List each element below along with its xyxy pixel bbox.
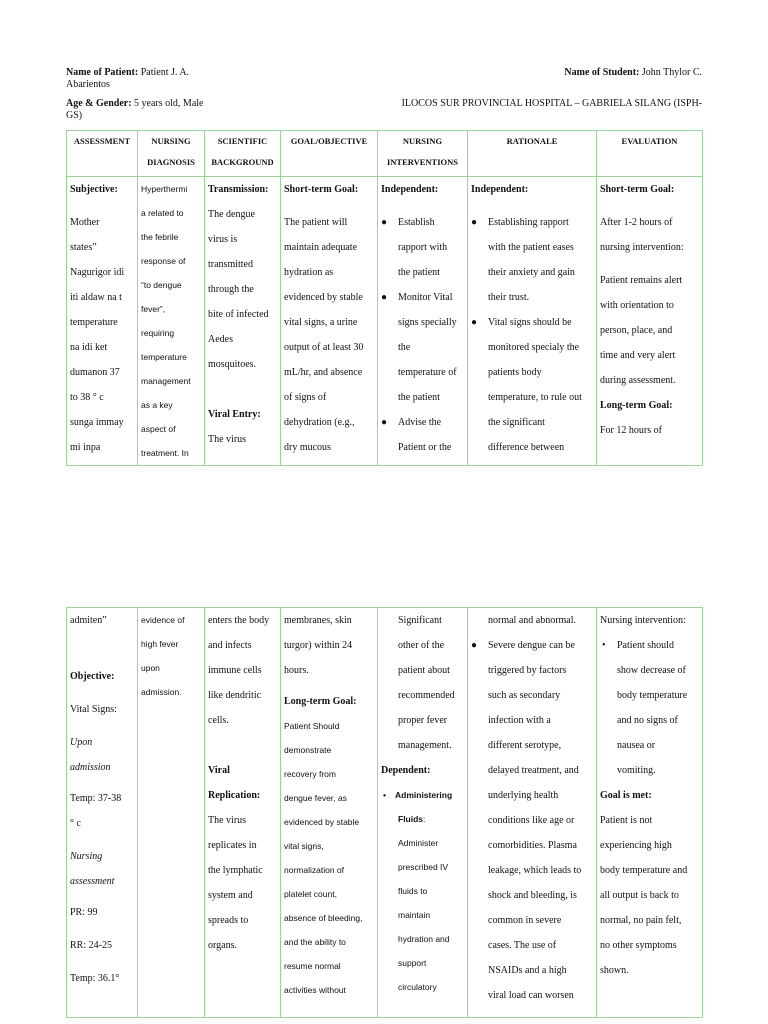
text-line: enters the body: [208, 615, 270, 626]
text-line: mi inpa: [70, 442, 101, 453]
text-line: aspect of: [141, 424, 176, 434]
text-line: patient about: [398, 665, 450, 676]
text-line: nursing intervention:: [600, 242, 684, 253]
text-line: Patient Should: [284, 721, 340, 731]
text-line: of signs of: [284, 392, 327, 403]
text-line: SCIENTIFIC: [217, 136, 268, 146]
goal-cell: [281, 608, 378, 1018]
hospital-name-cont: GS): [66, 110, 83, 121]
text-line: Patient or the: [398, 442, 452, 453]
text-line: PR: 99: [70, 907, 98, 918]
text-line: dehydration (e.g.,: [284, 417, 355, 428]
text-line: patients body: [488, 367, 542, 378]
text-line: difference between: [488, 442, 565, 453]
text-line: cells.: [208, 715, 229, 726]
text-line: Temp: 36.1°: [70, 973, 120, 984]
text-line: admission.: [141, 687, 182, 697]
text-line: evidenced by stable: [284, 817, 360, 827]
text-line: Administer: [398, 838, 439, 848]
text-line: leakage, which leads to: [488, 865, 582, 876]
text-line: time and very alert: [600, 350, 676, 361]
text-line: assessment: [70, 876, 115, 887]
background-cell: [205, 177, 281, 466]
text-line: conditions like age or: [488, 815, 575, 826]
text-line: temperature: [141, 352, 187, 362]
text-line: bite of infected: [208, 309, 269, 320]
text-line: underlying health: [488, 790, 559, 801]
text-line: admiten”: [70, 615, 107, 626]
text-line: hydration as: [284, 267, 334, 278]
text-line: RR: 24-25: [70, 940, 112, 951]
text-line: GOAL/OBJECTIVE: [290, 136, 368, 146]
text-line: circulatory: [398, 982, 437, 992]
text-line: After 1-2 hours of: [600, 217, 673, 228]
interventions-cell: [378, 177, 468, 466]
text-line: during assessment.: [600, 375, 676, 386]
text-line: resume normal: [284, 961, 341, 971]
text-line: upon: [141, 663, 160, 673]
text-line: common in severe: [488, 915, 562, 926]
text-line: temperature, to rule out: [488, 392, 582, 403]
col-goal-objective: [281, 131, 378, 177]
rationale-item: ● Vital signs should be: [471, 310, 593, 335]
text-line: the significant: [488, 417, 545, 428]
age-gender-value: 5 years old, Male: [134, 98, 204, 109]
text-line: The dengue: [208, 209, 255, 220]
text-line: Patient remains alert: [600, 275, 683, 286]
text-line: EVALUATION: [621, 136, 678, 146]
text-line: Short-term Goal:: [284, 184, 359, 195]
text-line: replicates in: [208, 840, 257, 851]
text-line: Independent:: [471, 184, 529, 195]
text-line: hydration and: [398, 934, 450, 944]
text-line: fever”,: [141, 304, 166, 314]
text-line: recovery from: [284, 769, 336, 779]
text-line: Upon: [70, 737, 93, 748]
text-line: shown.: [600, 965, 629, 976]
col-assessment: [67, 131, 138, 177]
text-line: dry mucous: [284, 442, 331, 453]
student-name-value: John Thylor C.: [641, 67, 702, 78]
rationale-cell: [468, 608, 597, 1018]
patient-name: [66, 67, 189, 78]
text-line: Nursing intervention:: [600, 615, 686, 626]
text-line: Dependent:: [381, 765, 431, 776]
text-line: turgor) within 24: [284, 640, 353, 651]
text-line: the patient: [398, 392, 440, 403]
text-line: with the patient eases: [488, 242, 574, 253]
text-line: Replication:: [208, 790, 261, 801]
text-line: Nagurigor idi: [70, 267, 125, 278]
text-line: immune cells: [208, 665, 262, 676]
text-line: Objective:: [70, 671, 115, 682]
age-gender-label: Age & Gender:: [66, 98, 132, 109]
text-line: vomiting.: [617, 765, 656, 776]
text-line: treatment. In: [141, 448, 189, 458]
text-line: normalization of: [284, 865, 345, 875]
assessment-cell: [67, 608, 138, 1018]
text-line: management: [141, 376, 191, 386]
text-line: like dendritic: [208, 690, 262, 701]
text-line: the: [398, 342, 411, 353]
dependent-item: • Administering: [381, 783, 464, 807]
text-line: NURSING: [402, 136, 443, 146]
text-line: membranes, skin: [284, 615, 352, 626]
text-line: output of at least 30: [284, 342, 364, 353]
col-scientific-background: [205, 131, 281, 177]
text-line: Independent:: [381, 184, 439, 195]
text-line: a related to: [141, 208, 184, 218]
text-line: “to dengue: [141, 280, 182, 290]
text-line: The virus: [208, 815, 247, 826]
text-line: Hyperthermi: [141, 184, 188, 194]
text-line: Viral Entry:: [208, 409, 261, 420]
text-line: such as secondary: [488, 690, 561, 701]
text-line: signs specially: [398, 317, 457, 328]
text-line: show decrease of: [617, 665, 686, 676]
text-line: vital signs, a urine: [284, 317, 358, 328]
text-line: viral load can worsen: [488, 990, 574, 1001]
evaluation-cell: [597, 177, 703, 466]
text-line: normal and abnormal.: [488, 615, 577, 626]
diagnosis-cell: [138, 177, 205, 466]
text-line: maintain adequate: [284, 242, 358, 253]
goal-cell: [281, 177, 378, 466]
text-line: sunga immay: [70, 417, 124, 428]
text-line: to 38 ° c: [70, 392, 104, 403]
text-line: iti aldaw na t: [70, 292, 122, 303]
text-line: Mother: [70, 217, 100, 228]
text-line: vital signs,: [284, 841, 324, 851]
rationale-item: ● Establishing rapport: [471, 210, 593, 235]
text-line: ° c: [70, 818, 81, 829]
text-line: other of the: [398, 640, 445, 651]
text-line: The patient will: [284, 217, 348, 228]
text-line: spreads to: [208, 915, 249, 926]
assessment-cell: [67, 177, 138, 466]
text-line: admission: [70, 762, 111, 773]
text-line: Subjective:: [70, 184, 118, 195]
text-line: activities without: [284, 985, 346, 995]
text-line: evidenced by stable: [284, 292, 363, 303]
text-line: delayed treatment, and: [488, 765, 579, 776]
text-line: Transmission:: [208, 184, 269, 195]
text-line: through the: [208, 284, 254, 295]
text-line: Vital Signs:: [70, 704, 117, 715]
intervention-item: ● Establish: [381, 210, 464, 235]
text-line: platelet count,: [284, 889, 337, 899]
text-line: cases. The use of: [488, 940, 557, 951]
text-line: dengue fever, as: [284, 793, 347, 803]
text-line: and no signs of: [617, 715, 678, 726]
text-line: their anxiety and gain: [488, 267, 575, 278]
text-line: mL/hr, and absence: [284, 367, 363, 378]
text-line: high fever: [141, 639, 179, 649]
text-line: person, place, and: [600, 325, 673, 336]
text-line: nausea or: [617, 740, 656, 751]
text-line: Nursing: [70, 851, 103, 862]
student-name-label: Name of Student:: [564, 67, 640, 78]
text-line: body temperature: [617, 690, 688, 701]
text-line: infection with a: [488, 715, 551, 726]
text-line: Temp: 37-38: [70, 793, 122, 804]
text-line: RATIONALE: [506, 136, 558, 146]
rationale-cell: [468, 177, 597, 466]
text-line: demonstrate: [284, 745, 332, 755]
hospital-name: ILOCOS SUR PROVINCIAL HOSPITAL – GABRIELA SILANG (ISPH-: [401, 98, 702, 109]
text-line: shock and bleeding, is: [488, 890, 577, 901]
col-rationale: [468, 131, 597, 177]
text-line: the lymphatic: [208, 865, 263, 876]
text-line: INTERVENTIONS: [386, 157, 459, 167]
text-line: all output is back to: [600, 890, 679, 901]
text-line: Long-term Goal:: [600, 400, 673, 411]
text-line: evidence of: [141, 615, 185, 625]
text-line: rapport with: [398, 242, 448, 253]
text-line: temperature of: [398, 367, 457, 378]
patient-name-cont: Abarientos: [66, 79, 110, 90]
text-line: support: [398, 958, 427, 968]
col-nursing-diagnosis: [138, 131, 205, 177]
text-line: Patient is not: [600, 815, 653, 826]
text-line: triggered by factors: [488, 665, 567, 676]
text-line: Long-term Goal:: [284, 696, 357, 707]
text-line: prescribed IV: [398, 862, 449, 872]
text-line: recommended: [398, 690, 455, 701]
text-line: management.: [398, 740, 452, 751]
text-line: :: [423, 814, 426, 824]
text-line: temperature: [70, 317, 118, 328]
text-line: transmitted: [208, 259, 253, 270]
text-line: Short-term Goal:: [600, 184, 675, 195]
text-line: normal, no pain felt,: [600, 915, 682, 926]
care-plan-table-page-1: [66, 130, 703, 466]
text-line: mosquitoes.: [208, 359, 257, 370]
text-line: response of: [141, 256, 186, 266]
intervention-item: ● Monitor Vital: [381, 285, 464, 310]
text-line: their trust.: [488, 292, 530, 303]
col-evaluation: [597, 131, 703, 177]
text-line: no other symptoms: [600, 940, 677, 951]
text-line: hours.: [284, 665, 309, 676]
text-line: maintain: [398, 910, 431, 920]
rationale-item: ● Severe dengue can be: [471, 633, 593, 658]
text-line: ASSESSMENT: [73, 136, 131, 146]
text-line: requiring: [141, 328, 175, 338]
text-line: DIAGNOSIS: [147, 157, 195, 167]
text-line: and the ability to: [284, 937, 346, 947]
diagnosis-cell: [138, 608, 205, 1018]
intervention-item: ● Advise the: [381, 410, 464, 435]
text-line: system and: [208, 890, 253, 901]
text-line: Goal is met:: [600, 790, 652, 801]
text-line: the patient: [398, 267, 440, 278]
text-line: Aedes: [208, 334, 233, 345]
text-line: as a key: [141, 400, 173, 410]
text-line: the febrile: [141, 232, 179, 242]
text-line: The virus: [208, 434, 247, 445]
text-line: absence of bleeding,: [284, 913, 363, 923]
text-line: body temperature and: [600, 865, 688, 876]
text-line: NURSING: [151, 136, 191, 146]
col-nursing-interventions: [378, 131, 468, 177]
patient-name-value: Patient J. A.: [140, 67, 190, 78]
text-line: different serotype,: [488, 740, 562, 751]
evaluation-item: • Patient should: [600, 633, 699, 658]
age-gender: [66, 98, 203, 109]
text-line: and infects: [208, 640, 252, 651]
evaluation-cell: [597, 608, 703, 1018]
care-plan-table-page-2: [66, 607, 703, 1018]
text-line: NSAIDs and a high: [488, 965, 567, 976]
text-line: na idi ket: [70, 342, 108, 353]
text-line: states”: [70, 242, 97, 253]
text-line: organs.: [208, 940, 237, 951]
patient-name-label: Name of Patient:: [66, 67, 139, 78]
text-line: proper fever: [398, 715, 448, 726]
text-line: For 12 hours of: [600, 425, 662, 436]
background-cell: [205, 608, 281, 1018]
text-line: experiencing high: [600, 840, 672, 851]
text-line: Fluids: [398, 814, 424, 824]
text-line: comorbidities. Plasma: [488, 840, 577, 851]
text-line: monitored specialy the: [488, 342, 580, 353]
interventions-cell: [378, 608, 468, 1018]
text-line: Significant: [398, 615, 442, 626]
text-line: fluids to: [398, 886, 428, 896]
text-line: BACKGROUND: [211, 157, 274, 167]
text-line: virus is: [208, 234, 238, 245]
text-line: Viral: [208, 765, 230, 776]
text-line: with orientation to: [600, 300, 674, 311]
text-line: dumanon 37: [70, 367, 120, 378]
student-name: [564, 67, 702, 78]
